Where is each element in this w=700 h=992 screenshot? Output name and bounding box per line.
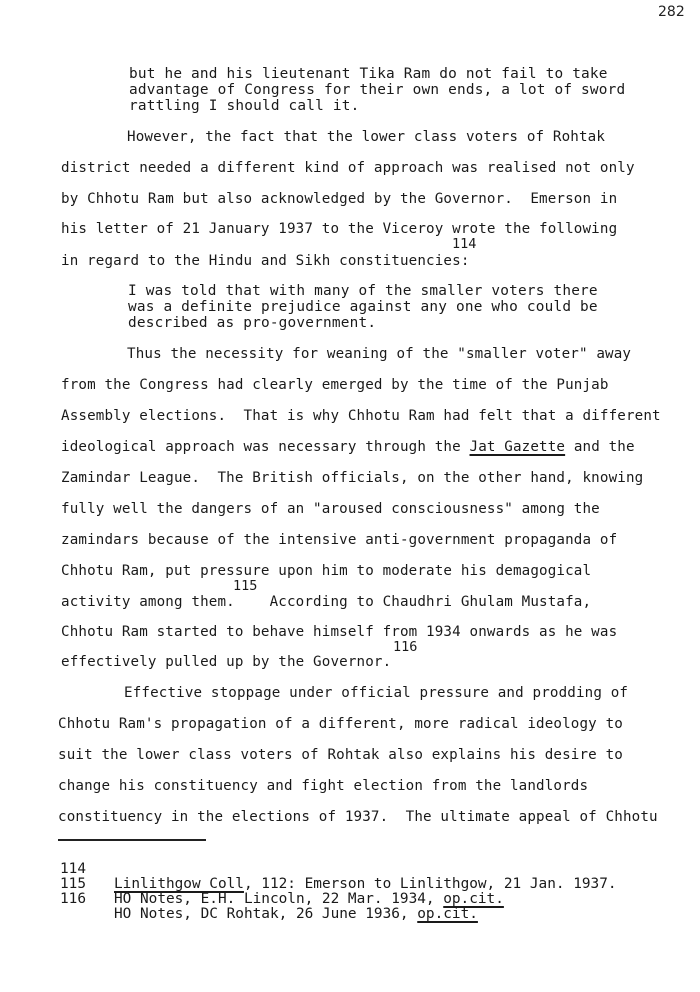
footnote-number: 116 [60,891,86,907]
paragraph-line: Chhotu Ram's propagation of a different, more radical ideology to [58,716,623,732]
page-number: 282 [658,4,685,20]
footnote-text [114,892,504,907]
footnote-number: 114 [60,861,86,877]
paragraph-line: Assembly elections. That is why Chhotu Ram had felt that a different [61,408,661,424]
footnote-reference-116: 116 [393,639,418,655]
block-quote-line: described as pro-government. [128,315,377,331]
paragraph-line: Chhotu Ram started to behave himself from 1934 onwards as he was [61,624,618,640]
quote-line: rattling I should call it. [129,98,360,114]
footnote-number: 115 [60,876,86,892]
paragraph-line: zamindars because of the intensive anti-government propaganda of [61,532,618,548]
publication-title: Jat Gazette [469,439,566,455]
paragraph-line: change his constituency and fight election from the landlords [58,778,589,794]
paragraph-line: Chhotu Ram, put pressure upon him to moderate his demagogical [61,563,592,579]
footnote-body: , 112: Emerson to Linlithgow, 21 Jan. 1937. [243,876,617,892]
quote-line: but he and his lieutenant Tika Ram do not fail to take [129,66,608,82]
footnote-body: HO Notes, DC Rohtak, 26 June 1936, [114,906,418,922]
paragraph-line: Zamindar League. The British officials, on the other hand, knowing [61,470,644,486]
paragraph-line: However, the fact that the lower class voters of Rohtak [127,129,606,145]
paragraph-line: Effective stoppage under official pressure and prodding of [124,685,629,701]
line-text: and the [565,439,635,455]
block-quote-line: I was told that with many of the smaller voters there [128,283,598,299]
footnote-text [114,877,617,892]
footnote-body: HO Notes, E.H. Lincoln, 22 Mar. 1934, [114,891,444,907]
op-cit: op.cit. [417,906,478,922]
paragraph-line: Thus the necessity for weaning of the "smaller voter" away [127,346,632,362]
quote-line: advantage of Congress for their own ends, a lot of sword [129,82,626,98]
block-quote-line: was a definite prejudice against any one who could be [128,299,598,315]
footnote-text [114,907,478,922]
footnote-reference-115: 115 [233,578,258,594]
op-cit: op.cit. [443,891,504,907]
paragraph-line: from the Congress had clearly emerged by the time of the Punjab [61,377,609,393]
paragraph-line: suit the lower class voters of Rohtak also explains his desire to [58,747,623,763]
footnote-separator [58,839,206,841]
paragraph-line: his letter of 21 January 1937 to the Viceroy wrote the following [61,221,618,237]
paragraph-line: activity among them. According to Chaudhri Ghulam Mustafa, [61,594,592,610]
paragraph-line: effectively pulled up by the Governor. [61,654,392,670]
footnote-reference-114: 114 [452,236,477,252]
source-title: Linlithgow Coll [114,876,244,892]
paragraph-line: constituency in the elections of 1937. The ultimate appeal of Chhotu [58,809,658,825]
paragraph-line: district needed a different kind of approach was realised not only [61,160,635,176]
paragraph-line: in regard to the Hindu and Sikh constituencies: [61,253,470,269]
paragraph-line: by Chhotu Ram but also acknowledged by the Governor. Emerson in [61,191,618,207]
paragraph-line: fully well the dangers of an "aroused consciousness" among the [61,501,600,517]
paragraph-line [61,439,635,455]
line-text: ideological approach was necessary through the [61,439,470,455]
